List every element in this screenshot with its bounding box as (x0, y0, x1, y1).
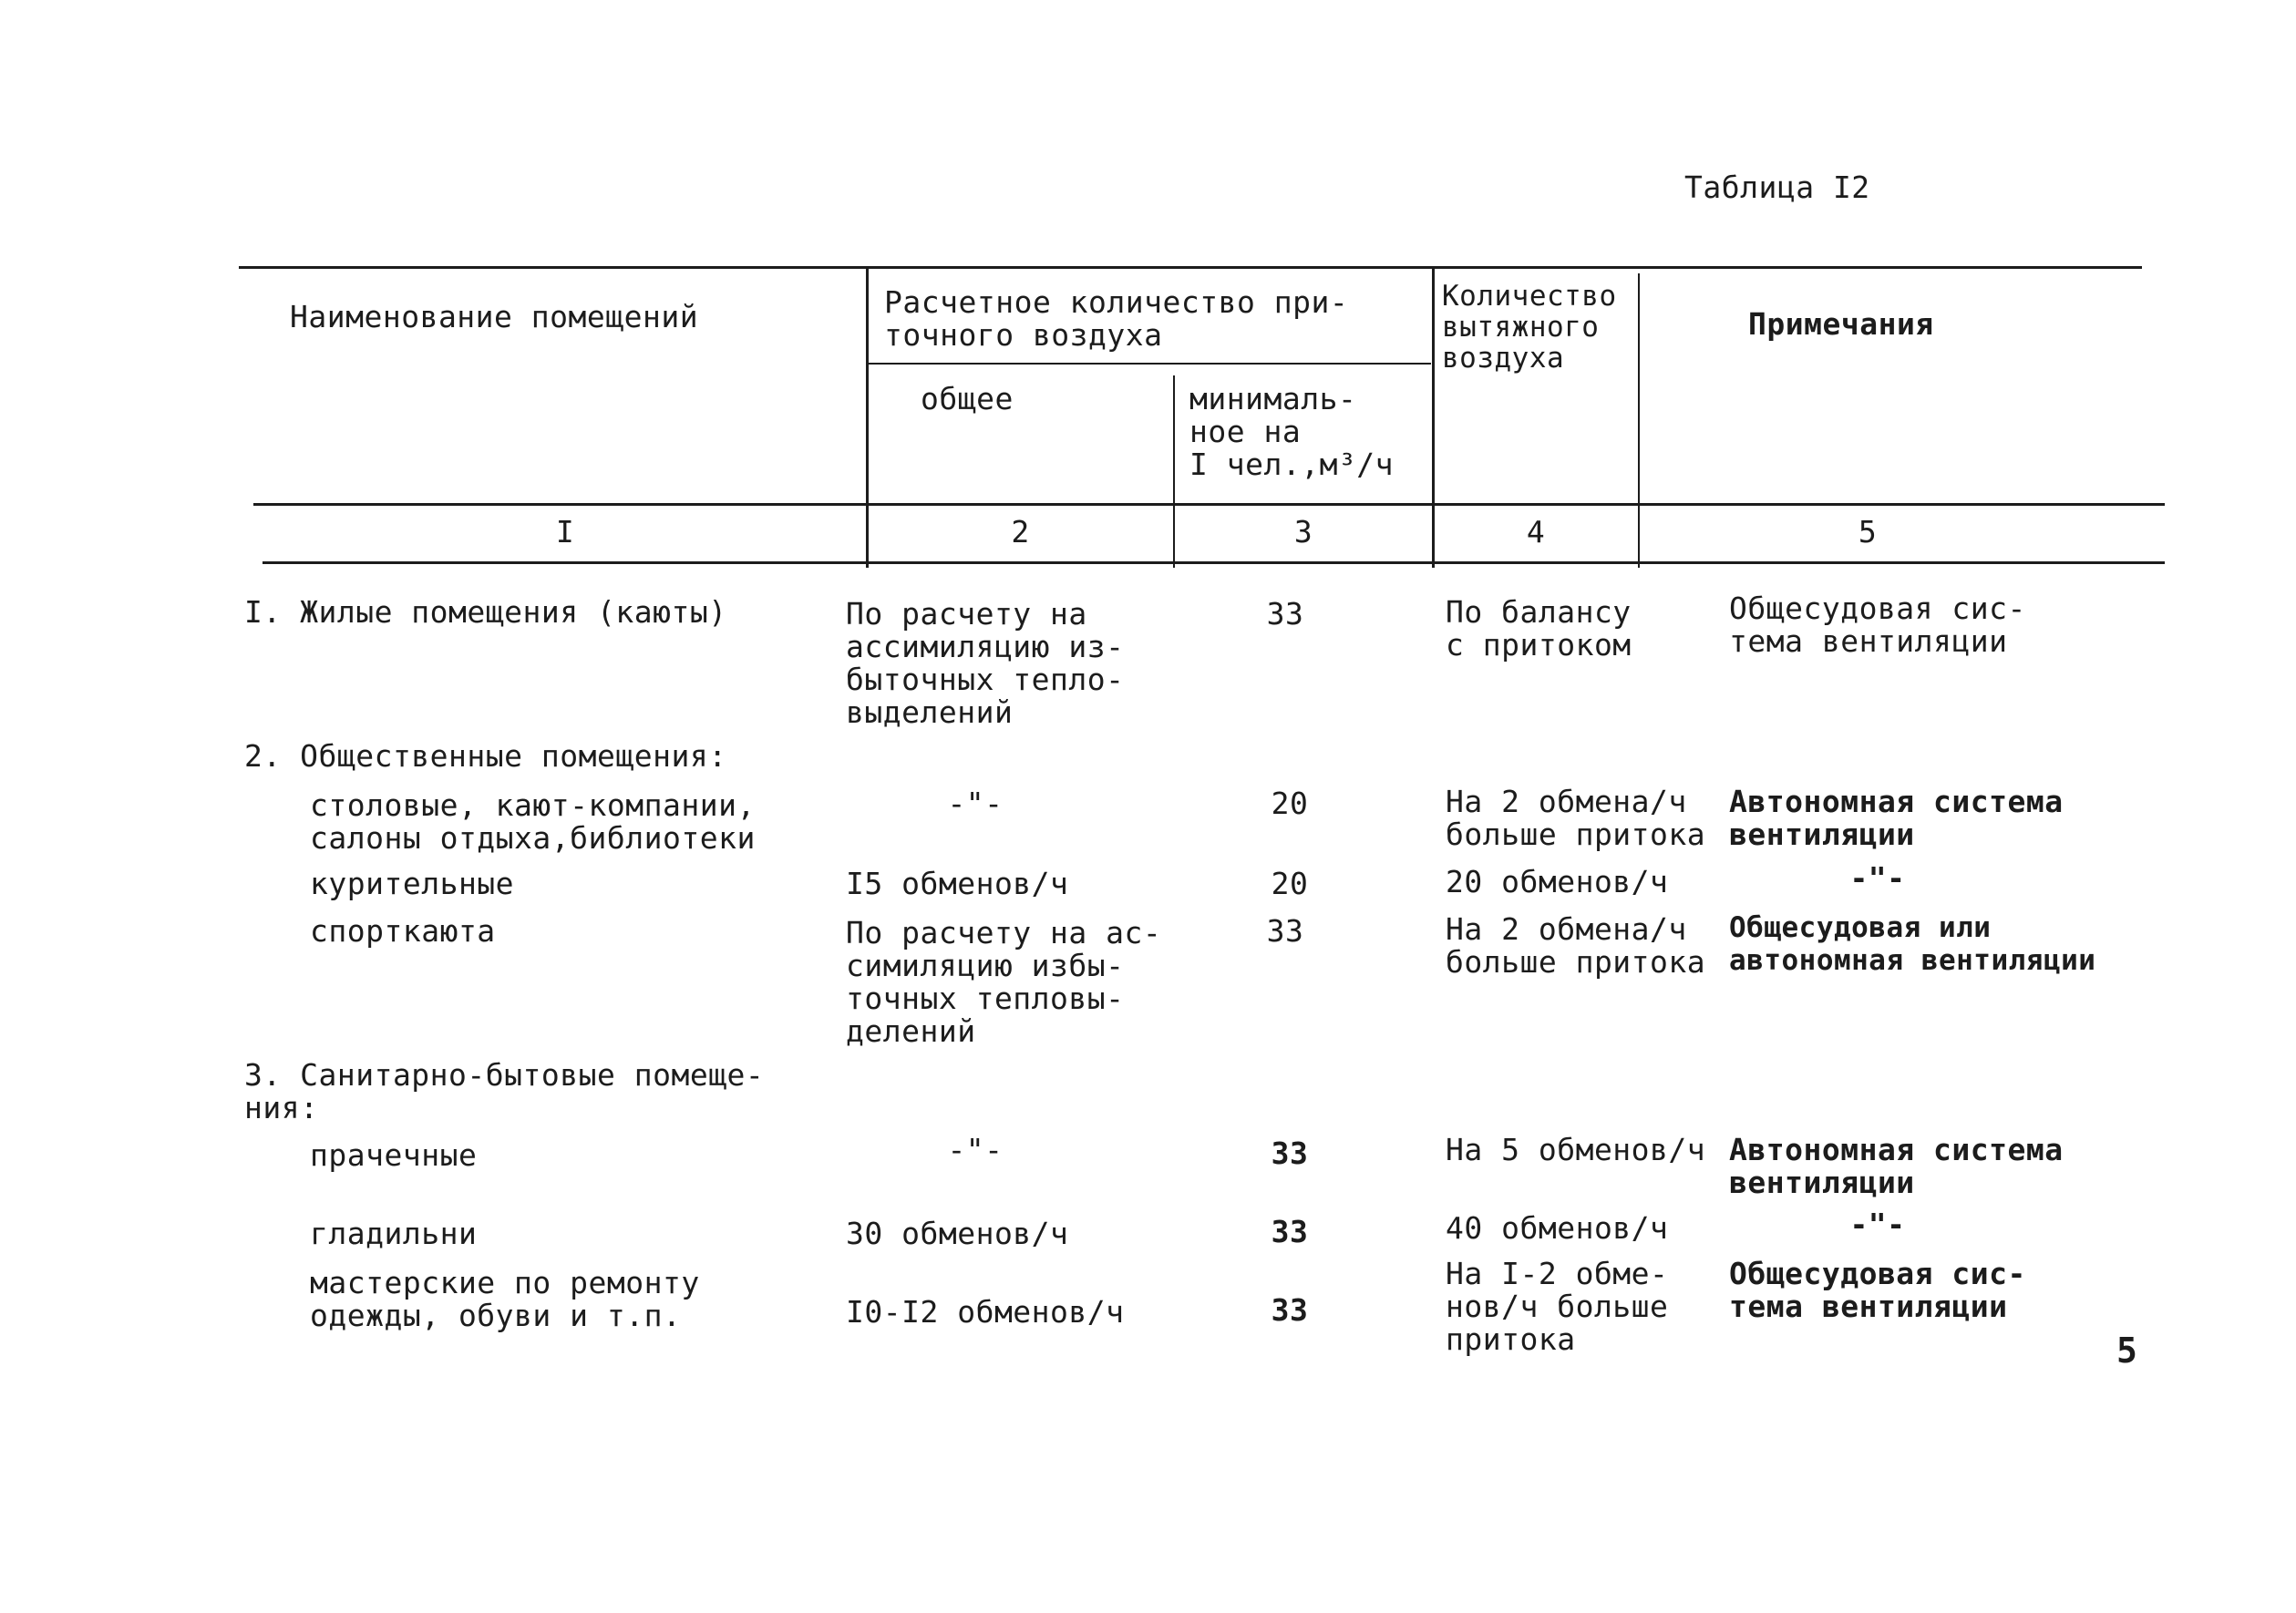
column-number-1: I (555, 514, 575, 550)
table-row-4-exhaust: 20 обменов/ч (1446, 864, 1669, 899)
table-row-5-notes: Общесудовая или автономная вентиляции (1729, 911, 2096, 977)
table-row-3-general: -"- (947, 786, 1004, 821)
column-number-2: 2 (1011, 514, 1030, 550)
column-number-3: 3 (1293, 514, 1313, 550)
table-caption: Таблица I2 (1684, 170, 1870, 205)
table-row-9-general: I0-I2 обменов/ч (846, 1294, 1125, 1330)
table-row-8-exhaust: 40 обменов/ч (1446, 1210, 1669, 1246)
header-notes: Примечания (1748, 306, 1934, 342)
table-row-7-notes: Автономная система вентиляции (1729, 1132, 2064, 1200)
table-row-4-min: 20 (1271, 866, 1309, 901)
page-number: 5 (2116, 1330, 2138, 1371)
table-row-1-exhaust: По балансу с притоком (1446, 594, 1632, 663)
table-row-8-notes: -"- (1849, 1207, 1906, 1242)
header-bottom-rule (253, 503, 2165, 506)
table-row-4-name: курительные (310, 866, 515, 901)
table-row-4-notes: -"- (1849, 860, 1906, 896)
table-row-3-exhaust: На 2 обмена/ч больше притока (1446, 784, 1706, 852)
table-row-1-notes: Общесудовая сис- тема вентиляции (1729, 591, 2026, 659)
table-row-9-min: 33 (1271, 1292, 1309, 1328)
header-supply-general: общее (921, 381, 1014, 416)
table-row-7-general: -"- (947, 1132, 1004, 1167)
column-number-5: 5 (1858, 514, 1878, 550)
table-row-7-exhaust: На 5 обменов/ч (1446, 1132, 1706, 1167)
table-row-2-name: 2. Общественные помещения: (244, 738, 727, 774)
table-row-9-notes: Общесудовая сис- тема вентиляции (1729, 1256, 2026, 1324)
table-row-3-name: столовые, кают-компании, салоны отдыха,библиотеки (310, 787, 756, 856)
table-row-8-name: гладильни (310, 1216, 478, 1251)
table-row-7-name: прачечные (310, 1137, 478, 1173)
table-row-8-general: 30 обменов/ч (846, 1216, 1069, 1251)
header-exhaust-air: Количество вытяжного воздуха (1442, 280, 1617, 375)
column-number-4: 4 (1526, 514, 1546, 550)
header-room-name: Наименование помещений (290, 299, 699, 334)
table-row-7-min: 33 (1271, 1135, 1309, 1171)
table-row-9-name: мастерские по ремонту одежды, обуви и т.п. (310, 1265, 700, 1333)
table-row-1-general: По расчету на ассимиляцию из- быточных тепло- выделений (846, 596, 1125, 730)
header-supply-air: Расчетное количество при- точного воздуха (884, 284, 1349, 353)
header-supply-min-per-person: минималь- ное на I чел.,м³/ч (1189, 381, 1395, 482)
table-row-8-min: 33 (1271, 1214, 1309, 1249)
table-row-5-exhaust: На 2 обмена/ч больше притока (1446, 911, 1706, 980)
table-row-3-min: 20 (1271, 786, 1309, 821)
table-row-9-exhaust: На I-2 обме- нов/ч больше притока (1446, 1256, 1669, 1357)
supply-group-underline (866, 363, 1431, 365)
table-row-6-name: 3. Санитарно-бытовые помеще- ния: (244, 1057, 765, 1125)
table-row-1-name: I. Жилые помещения (каюты) (244, 594, 727, 630)
table-row-5-general: По расчету на ас- симиляцию избы- точных тепловы- делений (846, 915, 1162, 1049)
table-top-rule (239, 266, 2142, 269)
table-row-1-min: 33 (1266, 596, 1304, 632)
table-row-4-general: I5 обменов/ч (846, 866, 1069, 901)
table-row-5-min: 33 (1266, 913, 1304, 949)
table-row-5-name: спорткаюта (310, 913, 496, 949)
column-numbers-bottom-rule (263, 561, 2165, 564)
table-row-3-notes: Автономная система вентиляции (1729, 784, 2064, 852)
